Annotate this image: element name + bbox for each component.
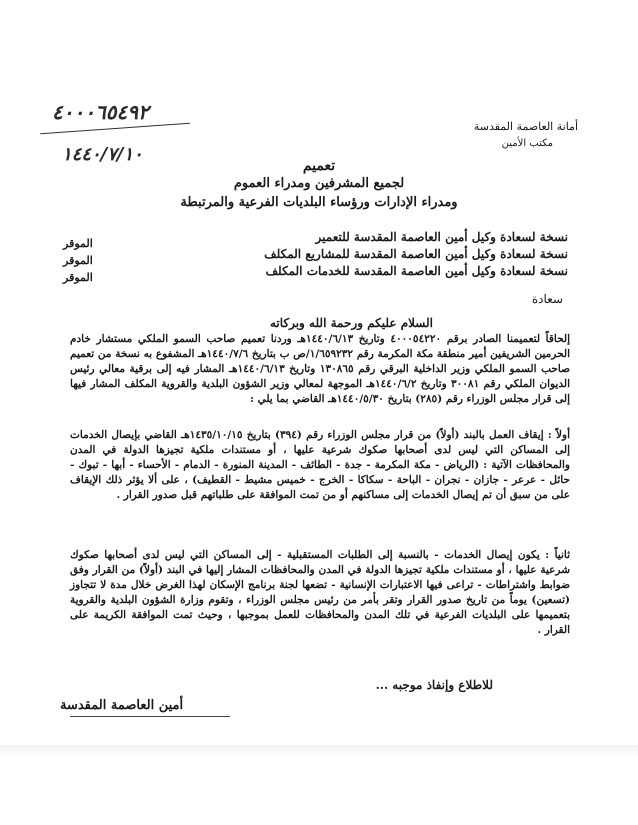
copy-honorific-2: الموقر [63, 254, 93, 267]
office-name: مكتب الأمين [501, 138, 553, 149]
scan-edge [0, 745, 638, 755]
handwritten-reference-number: ٤٠٠٠٦٥٤٩٢ [52, 100, 149, 124]
recipients-line-1: لجميع المشرفين ومدراء العموم [233, 176, 405, 191]
copy-recipient-2: نسخة لسعادة وكيل أمين العاصمة المقدسة للمشاريع المكلف [264, 247, 568, 261]
salutation: سعادة [531, 292, 563, 306]
copy-honorific-3: الموقر [63, 271, 93, 284]
recipients-line-2: ومدراء الإدارات ورؤساء البلديات الفرعية والمرتبطة [180, 195, 458, 210]
organization-name: أمانة العاصمة المقدسة [473, 120, 578, 133]
document-title: تعميم [302, 158, 336, 174]
body-paragraph-3: ثانياً : يكون إيصال الخدمات - بالنسبة إلى الطلبات المستقبلية - إلى المساكن التي ليس لدى أصحابها صكوك شرعية عليها ، أو مستندات ملكية تجيزها الدولة في المدن والمحافظات المشار إليها في البند (أولاً) من القرار وفق ضوابط واشتراطات - تراعى فيها الاعتبارات الإنسانية - تضعها لجنة برنامج الإسكان لهذا الغرض خلال مدة لا تتجاوز (تسعين) يوماً من تاريخ صدور القرار وتقر بأمر من رئيس مجلس الوزراء ، وتقوم وزارة الشؤون البلدية والقروية بتعميمها على البلديات الفرعية في تلك المدن والمحافظات للعمل بموجبها ، وحيث تمت الموافقة الكريمة على القرار . [70, 549, 570, 636]
closing-line: للاطلاع وإنفاذ موجبه ... [375, 678, 493, 692]
copy-recipient-3: نسخة لسعادة وكيل أمين العاصمة المقدسة للخدمات المكلف [265, 264, 568, 278]
greeting: السلام عليكم ورحمة الله وبركاته [269, 316, 433, 330]
copy-honorific-1: الموقر [63, 237, 93, 250]
signature-title: أمين العاصمة المقدسة [60, 698, 184, 713]
body-paragraph-1: إلحاقاً لتعميمنا الصادر برقم ٤٠٠٠٥٤٢٢٠ وتاريخ ١٤٤٠/٦/١٣هـ وردنا تعميم صاحب السمو الملكي مستشار خادم الحرمين الشريفين أمير منطقة مكة المكرمة رقم ١/٦٥٩٢٣٢/ص ب بتاريخ ١٤٤٠/٧/٦هـ المشفوع به نسخة من تعميم صاحب السمو الملكي وزير الداخلية البرقي رقم ١٣٠٨٦٥ وتاريخ ١٤٤٠/٦/١٣هـ المشار فيه إلى برقية معالي رئيس الديوان الملكي رقم ٣٠٠٨١ وتاريخ ١٤٤٠/٦/٢هـ الموجهة لمعالي وزير الشؤون البلدية والقروية المكلف المشار فيها إلى قرار مجلس الوزراء رقم (٢٨٥) بتاريخ ١٤٤٠/٥/٣٠هـ القاضي بما يلي : [70, 333, 570, 405]
handwritten-underline [40, 123, 190, 134]
handwritten-date: ١٤٤٠/٧/١٠ [62, 144, 143, 165]
body-paragraph-2: أولاً : إيقاف العمل بالبند (أولاً) من قرار مجلس الوزراء رقم (٣٩٤) بتاريخ ١٤٣٥/١٠/١٥هـ القاضي بإيصال الخدمات إلى المساكن التي ليس لدى أصحابها صكوك شرعية عليها ، أو مستندات ملكية تجيزها الدولة في المدن والمحافظات الآتية : (الرياض - مكة المكرمة - جدة - الطائف - المدينة المنورة - الدمام - الأحساء - أبها - تبوك - حائل - عرعر - جازان - نجران - الباحة - سكاكا - الخرج - خميس مشيط - القطيف) ، على ألا يؤثر ذلك الإيقاف على من سبق أن تم إيصال الخدمات إلى مساكنهم أو من تمت الموافقة على طلباتهم قبل صدور القرار . [70, 429, 571, 501]
copy-recipient-1: نسخة لسعادة وكيل أمين العاصمة المقدسة للتعمير [315, 230, 568, 244]
signature-underline [70, 716, 230, 717]
